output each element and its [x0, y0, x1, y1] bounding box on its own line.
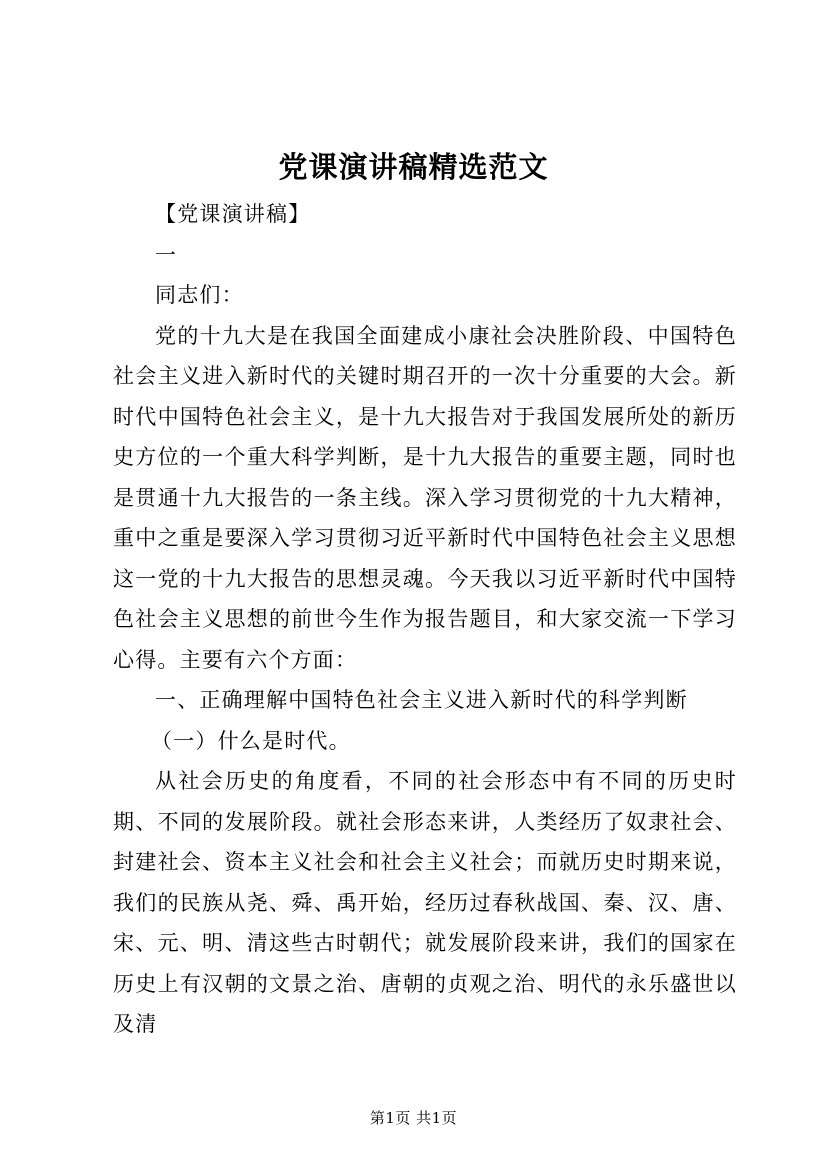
- paragraph-history: 从社会历史的角度看，不同的社会形态中有不同的历史时期、不同的发展阶段。就社会形态来讲，人类经历了奴隶社会、封建社会、资本主义社会和社会主义社会；而就历史时期来说，我们的民族从尧、舜、禹开始，经历过春秋战国、秦、汉、唐、宋、元、明、清这些古时朝代；就发展阶段来讲，我们的国家在历史上有汉朝的文景之治、唐朝的贞观之治、明代的永乐盛世以及清: [113, 769, 737, 1036]
- section-heading-bracket: 【党课演讲稿】: [155, 202, 311, 226]
- salutation: 同志们：: [155, 283, 244, 307]
- subheading-what-is-era: （一）什么是时代。: [151, 728, 351, 753]
- paragraph-intro: 党的十九大是在我国全面建成小康社会决胜阶段、中国特色社会主义进入新时代的关键时期召开的一次十分重要的大会。新时代中国特色社会主义，是十九大报告对于我国发展所处的新历史方位的一个重大科学判断，是十九大报告的重要主题，同时也是贯通十九大报告的一条主线。深入学习贯彻党的十九大精神，重中之重是要深入学习贯彻习近平新时代中国特色社会主义思想这一党的十九大报告的思想灵魂。今天我以习近平新时代中国特色社会主义思想的前世今生作为报告题目，和大家交流一下学习心得。主要有六个方面：: [113, 323, 737, 672]
- document-body: [113, 194, 737, 1045]
- section-number: 一: [155, 242, 178, 267]
- document-title: 党课演讲稿精选范文: [278, 150, 549, 184]
- heading-section-one: 一、正确理解中国特色社会主义进入新时代的科学判断: [155, 688, 688, 712]
- page-footer: 第1页 共1页: [369, 1109, 458, 1127]
